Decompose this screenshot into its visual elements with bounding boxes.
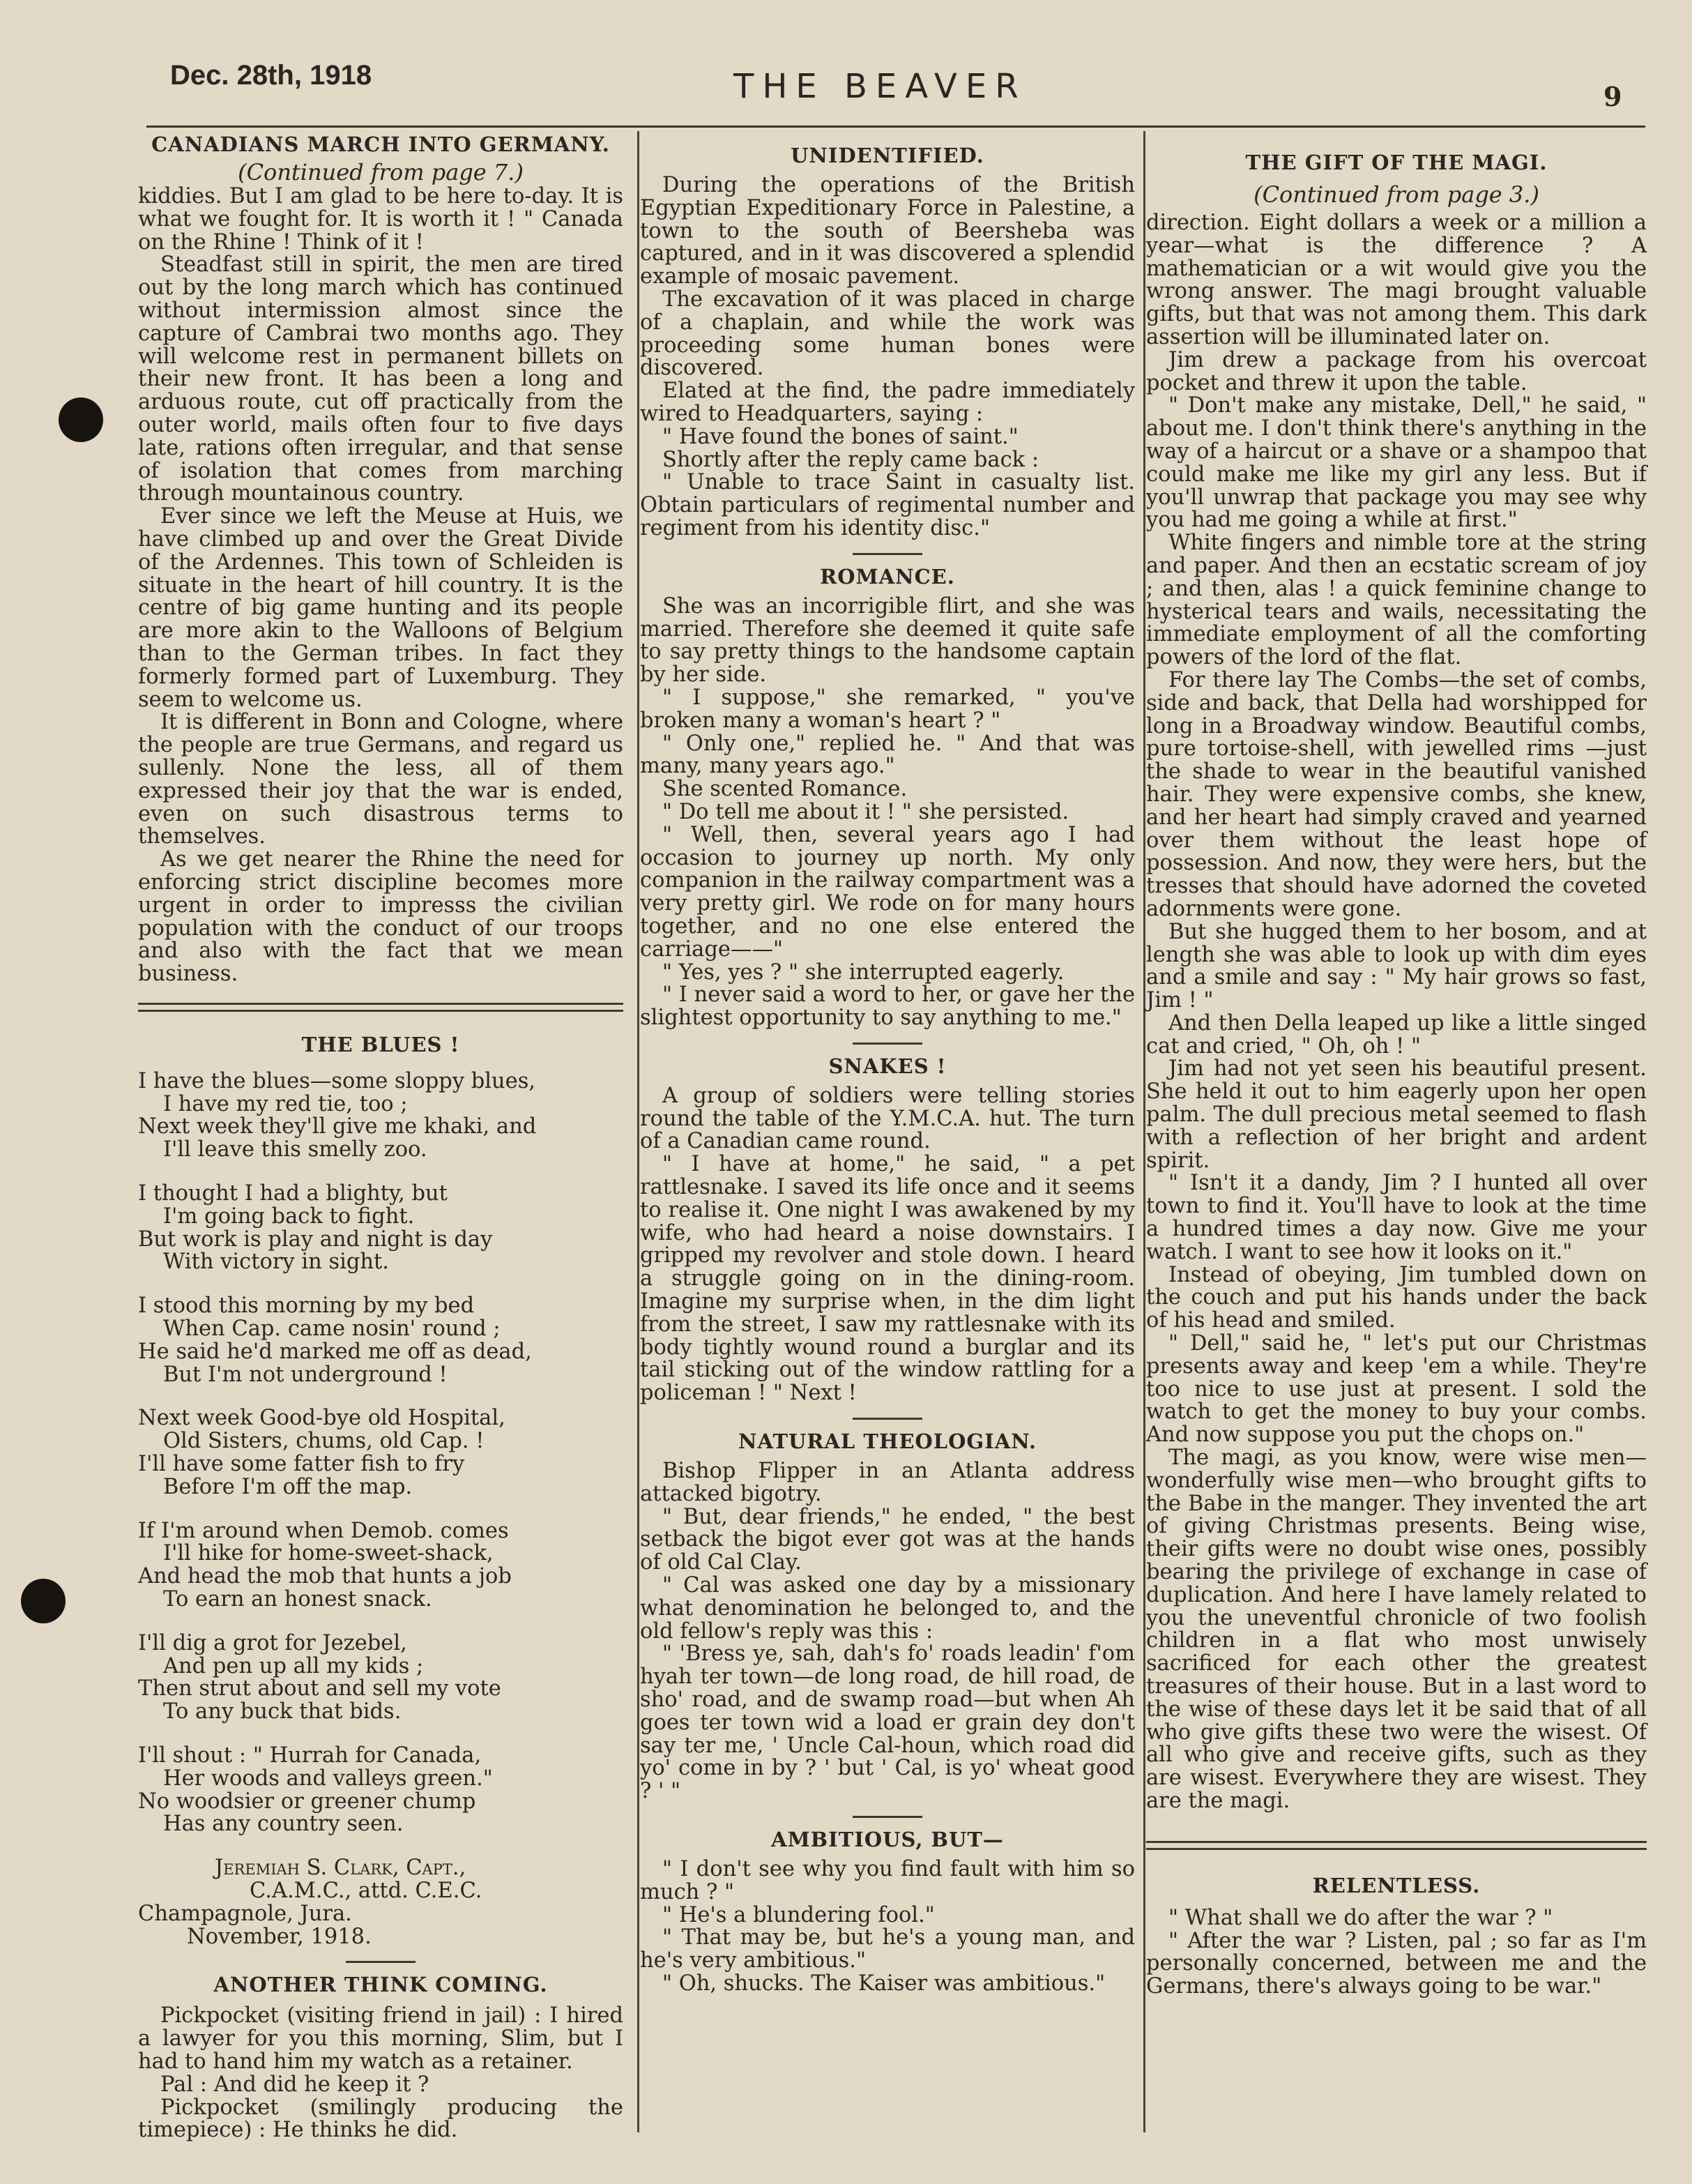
article-paragraph: " I don't see why you find fault with him so much ? " <box>640 1857 1135 1904</box>
page-number: 9 <box>1603 81 1622 112</box>
article-paragraph: " Cal was asked one day by a missionary what denomination he belonged to, and the old fellow's reply was this : <box>640 1573 1135 1644</box>
poem-line: Her woods and valleys green." <box>163 1766 493 1791</box>
issue-date: Dec. 28th, 1918 <box>170 60 372 91</box>
article-unidentified <box>640 144 1135 540</box>
article-paragraph: During the operations of the British Egyptian Expeditionary Force in Palestine, a town to the south of Beersheba was captured, and in it was discovered a splendid example of mosaic pavement. <box>640 173 1135 289</box>
article-paragraph: As we get nearer the Rhine the need for enforcing strict discipline becomes more urgent in order to impresss the civilian population with the conduct of our troops and also with the fact that we mean business. <box>138 847 623 987</box>
poem-signature-unit: C.A.M.C., attd. C.E.C. <box>250 1879 482 1903</box>
article-paragraph: " Don't make any mistake, Dell," he said, " about me. I don't think there's anything in the way of a haircut or a shave or a shampoo that could make me like my girl any less. But if you'll unwrap that package you may see why you had me going a while at first." <box>1146 393 1647 533</box>
article-paragraph: " Isn't it a dandy, Jim ? I hunted all over town to find it. You'll have to look at the time a hundred times a day now. Give me your watch. I want to see how it looks on it." <box>1146 1171 1647 1264</box>
article-paragraph: Ever since we left the Meuse at Huis, we have climbed up and over the Great Divide of the Ardennes. This town of Schleiden is situate in the heart of hill country. It is the centre of big game hunting and its people are more akin to the Walloons of Belgium than to the German tribes. In fact they formerly formed part of Luxemburg. They seem to welcome us. <box>138 504 623 712</box>
poem-line: Then strut about and sell my vote <box>138 1676 501 1701</box>
section-rule <box>853 553 922 555</box>
article-paragraph: She scented Romance. <box>662 777 908 802</box>
article-title: AMBITIOUS, BUT— <box>771 1828 1004 1851</box>
poem-stanza <box>138 1070 623 1162</box>
poem-line: If I'm around when Demob. comes <box>138 1518 509 1543</box>
poem-line: With victory in sight. <box>163 1250 389 1275</box>
article-paragraph: Pickpocket (visiting friend in jail) : I hired a lawyer for you this morning, Slim, but I had to hand him my watch as a retainer. <box>138 2003 623 2074</box>
article-paragraph: " Well, then, several years ago I had occasion to journey up north. My only companion in the railway compartment was a very pretty girl. We rode on for many hours together, and no one else entered the carriage——" <box>640 822 1135 962</box>
poem-line: Old Sisters, chums, old Cap. ! <box>163 1429 485 1454</box>
article-paragraph: " That may be, but he's a young man, and he's very ambitious." <box>640 1925 1135 1973</box>
section-rule <box>853 1418 922 1420</box>
article-paragraph: The excavation of it was placed in charge of a chaplain, and while the work was proceeding some human bones were discovered. <box>640 287 1135 381</box>
poem-line: Has any country seen. <box>163 1812 404 1837</box>
poem-line: To earn an honest snack. <box>163 1587 432 1612</box>
article-paragraph: Elated at the find, the padre immediately wired to Headquarters, saying : <box>640 379 1135 426</box>
article-paragraph: " Only one," replied he. " And that was many, many years ago." <box>640 731 1135 779</box>
poem-stanza <box>138 1632 623 1724</box>
poem-line: No woodsier or greener chump <box>138 1789 476 1814</box>
article-paragraph: " Have found the bones of saint." <box>662 424 1019 449</box>
article-paragraph: " Oh, shucks. The Kaiser was ambitious." <box>662 1971 1106 1996</box>
poem-body <box>138 1070 623 1836</box>
article-paragraph: Shortly after the reply came back : <box>662 447 1039 472</box>
article-paragraph: Instead of obeying, Jim tumbled down on the couch and put his hands under the back of his head and smiled. <box>1146 1262 1647 1333</box>
poem-line: And head the mob that hunts a job <box>138 1564 512 1589</box>
poem-stanza <box>138 1183 623 1274</box>
masthead-title: THE BEAVER <box>733 67 1027 106</box>
column-2 <box>640 132 1135 1996</box>
article-paragraph: " He's a blundering fool." <box>662 1902 935 1927</box>
article-paragraph: " After the war ? Listen, pal ; so far as I'm personally concerned, between me and the Germans, there's always going to be war." <box>1146 1928 1647 1999</box>
article-paragraph: Pickpocket (smilingly producing the timepiece) : He thinks he did. <box>138 2095 623 2143</box>
poem-stanza <box>138 1745 623 1836</box>
article-another-think <box>138 1973 623 2142</box>
poem-line: Next week Good-bye old Hospital, <box>138 1406 505 1431</box>
article-paragraph: direction. Eight dollars a week or a million a year—what is the difference ? A mathematician or a wit would give you the wrong answer. The magi brought valuable gifts, but that was not among them. This dark assertion will be illuminated later on. <box>1146 211 1647 349</box>
double-rule <box>138 1003 623 1012</box>
article-snakes <box>640 1054 1135 1405</box>
article-ambitious <box>640 1828 1135 1996</box>
poem-signature: Jeremiah S. Clark, Capt., <box>215 1856 466 1881</box>
punch-hole <box>21 1579 66 1623</box>
article-canadians-march <box>138 132 623 986</box>
column-rule <box>637 131 639 2132</box>
article-paragraph: Jim had not yet seen his beautiful present. She held it out to him eagerly upon her open palm. The dull precious metal seemed to flash with a reflection of her bright and ardent spirit. <box>1146 1056 1647 1173</box>
article-paragraph: Bishop Flipper in an Atlanta address attacked bigotry. <box>640 1459 1135 1506</box>
poem-line: He said he'd marked me off as dead, <box>138 1339 532 1364</box>
poem-line: I thought I had a blighty, but <box>138 1181 448 1206</box>
poem-line: Next week they'll give me khaki, and <box>138 1114 537 1139</box>
article-paragraph: " Dell," said he, " let's put our Christmas presents away and keep 'em a while. They're too nice to use just at present. I sold the watch to get the money to buy your combs. And now suppose you put the chops on." <box>1146 1331 1647 1448</box>
article-paragraph: " Do tell me about it ! " she persisted. <box>662 799 1069 824</box>
column-3 <box>1146 132 1647 1999</box>
article-paragraph: " Yes, yes ? " she interrupted eagerly. <box>662 960 1065 985</box>
article-title: SNAKES ! <box>828 1054 947 1078</box>
poem-place: Champagnole, Jura. <box>138 1901 352 1926</box>
poem-line: But work is play and night is day <box>138 1227 493 1252</box>
article-paragraph: A group of soldiers were telling stories round the table of the Y.M.C.A. hut. The turn of a Canadian came round. <box>640 1083 1135 1154</box>
article-paragraph: Jim drew a package from his overcoat pocket and threw it upon the table. <box>1146 347 1647 395</box>
poem-line: But I'm not underground ! <box>163 1362 448 1387</box>
poem-stanza <box>138 1295 623 1386</box>
article-paragraph: " I never said a word to her, or gave her the slightest opportunity to say anything to me." <box>640 983 1135 1031</box>
article-paragraph: " But, dear friends," he ended, " the best setback the bigot ever got was at the hands of old Cal Clay. <box>640 1504 1135 1575</box>
article-title: CANADIANS MARCH INTO GERMANY. <box>151 132 610 156</box>
article-paragraph: For there lay The Combs—the set of combs, side and back, that Della had worshipped for long in a Broadway window. Beautiful combs, pure tortoise-shell, with jewelled rims —just the shade to wear in the beautiful vanished hair. They were expensive combs, she knew, and her heart had simply craved and yearned over them without the least hope of possession. And now, they were hers, but the tresses that should have adorned the coveted adornments were gone. <box>1146 667 1647 921</box>
column-1 <box>138 132 623 2142</box>
poem-the-blues <box>138 1033 623 1949</box>
poem-line: I have the blues—some sloppy blues, <box>138 1068 536 1093</box>
article-paragraph: The magi, as you know, were wise men—wonderfully wise men—who brought gifts to the Babe in the manger. They invented the art of giving Christmas presents. Being wise, their gifts were no doubt wise ones, possibly bearing the privilege of exchange in case of duplication. And here I have lamely related to you the uneventful chronicle of two foolish children in a flat who most unwisely sacrificed for each other the greatest treasures of their house. But in a last word to the wise of these days let it be said that of all who give gifts these two were the wisest. Of all who give and receive gifts, such as they are wisest. Everywhere they are wisest. They are the magi. <box>1146 1446 1647 1813</box>
article-paragraph: It is different in Bonn and Cologne, where the people are true Germans, and regard us sullenly. None the less, all of them expressed their joy that the war is ended, even on such disastrous terms to themselves. <box>138 710 623 849</box>
article-paragraph: " 'Bress ye, sah, dah's fo' roads leadin' f'om hyah ter town—de long road, de hill road, de sho' road, and de swamp road—but when Ah goes ter town wid a load er grain dey don't say ter me, ' Uncle Cal-houn, which road did yo' come in by ? ' but ' Cal, is yo' wheat good ? ' " <box>640 1641 1135 1804</box>
column-rule <box>1143 131 1145 2132</box>
article-paragraph: kiddies. But I am glad to be here to-day. It is what we fought for. It is worth it ! " Canada on the Rhine ! Think of it ! <box>138 184 623 255</box>
article-relentless <box>1146 1874 1647 1999</box>
article-title: ANOTHER THINK COMING. <box>213 1973 548 1997</box>
poem-line: When Cap. came nosin' round ; <box>163 1317 501 1342</box>
punch-hole <box>59 397 103 442</box>
poem-line: I'll dig a grot for Jezebel, <box>138 1630 407 1655</box>
poem-line: I'm going back to fight. <box>163 1204 415 1229</box>
poem-line: And pen up all my kids ; <box>163 1653 424 1678</box>
article-title: THE GIFT OF THE MAGI. <box>1245 151 1548 174</box>
poem-date: November, 1918. <box>187 1924 372 1949</box>
article-title: NATURAL THEOLOGIAN. <box>738 1430 1037 1454</box>
article-paragraph: Pal : And did he keep it ? <box>160 2072 429 2097</box>
article-romance <box>640 565 1135 1030</box>
poem-line: I'll hike for home-sweet-shack, <box>163 1541 494 1566</box>
poem-line: Before I'm off the map. <box>163 1474 413 1499</box>
article-paragraph: Steadfast still in spirit, the men are tired out by the long march which has continued without intermission almost since the capture of Cambrai two months ago. They will welcome rest in permanent billets on their new front. It has been a long and arduous route, cut off practically from the outer world, mails often four to five days late, rations often irregular, and that sense of isolation that comes from marching through mountainous country. <box>138 252 623 506</box>
poem-stanza <box>138 1520 623 1612</box>
article-subtitle: (Continued from page 7.) <box>238 159 524 185</box>
article-paragraph: She was an incorrigible flirt, and she was married. Therefore she deemed it quite safe to say pretty things to the handsome captain by her side. <box>640 593 1135 688</box>
poem-line: I'll have some fatter fish to fry <box>138 1452 465 1477</box>
article-paragraph: " I suppose," she remarked, " you've broken many a woman's heart ? " <box>640 685 1135 733</box>
poem-line: I stood this morning by my bed <box>138 1294 475 1319</box>
article-title: RELENTLESS. <box>1312 1873 1481 1897</box>
header-rule <box>146 126 1645 128</box>
section-rule <box>853 1042 922 1045</box>
article-title: UNIDENTIFIED. <box>791 144 984 167</box>
article-paragraph: But she hugged them to her bosom, and at length she was able to look up with dim eyes and a smile and say : " My hair grows so fast, Jim ! " <box>1146 919 1647 1013</box>
poem-line: To any buck that bids. <box>163 1699 402 1724</box>
article-natural-theologian <box>640 1430 1135 1803</box>
article-paragraph: White fingers and nimble tore at the string and paper. And then an ecstatic scream of joy ; and then, alas ! a quick feminine change to hysterical tears and wails, necessitating the immediate employment of all the comforting powers of the lord of the flat. <box>1146 531 1647 670</box>
article-subtitle: (Continued from page 3.) <box>1253 181 1539 208</box>
article-title: ROMANCE. <box>820 564 955 589</box>
double-rule <box>1146 1841 1647 1850</box>
article-paragraph: " I have at home," he said, " a pet rattlesnake. I saved its life once and it seems to realise it. One night I was awakened by my wife, who had heard a noise downstairs. I gripped my revolver and stole down. I heard a struggle going on in the dining-room. Imagine my surprise when, in the dim light from the street, I saw my rattlesnake with its body tightly wound round a burglar and its tail sticking out of the window rattling for a policeman ! " Next ! <box>640 1152 1135 1406</box>
poem-line: I'll leave this smelly zoo. <box>163 1137 427 1162</box>
article-title: THE BLUES ! <box>301 1032 460 1056</box>
poem-line: I have my red tie, too ; <box>163 1091 408 1116</box>
poem-stanza <box>138 1407 623 1499</box>
poem-line: I'll shout : " Hurrah for Canada, <box>138 1743 482 1768</box>
article-paragraph: And then Della leaped up like a little singed cat and cried, " Oh, oh ! " <box>1146 1010 1647 1059</box>
article-paragraph: " What shall we do after the war ? " <box>1168 1905 1553 1930</box>
article-paragraph: " Unable to trace Saint in casualty list. Obtain particulars of regimental number and regiment from his identity disc." <box>640 470 1135 540</box>
section-rule <box>853 1816 922 1818</box>
section-rule <box>346 1961 416 1963</box>
article-gift-of-the-magi <box>1146 151 1647 1813</box>
